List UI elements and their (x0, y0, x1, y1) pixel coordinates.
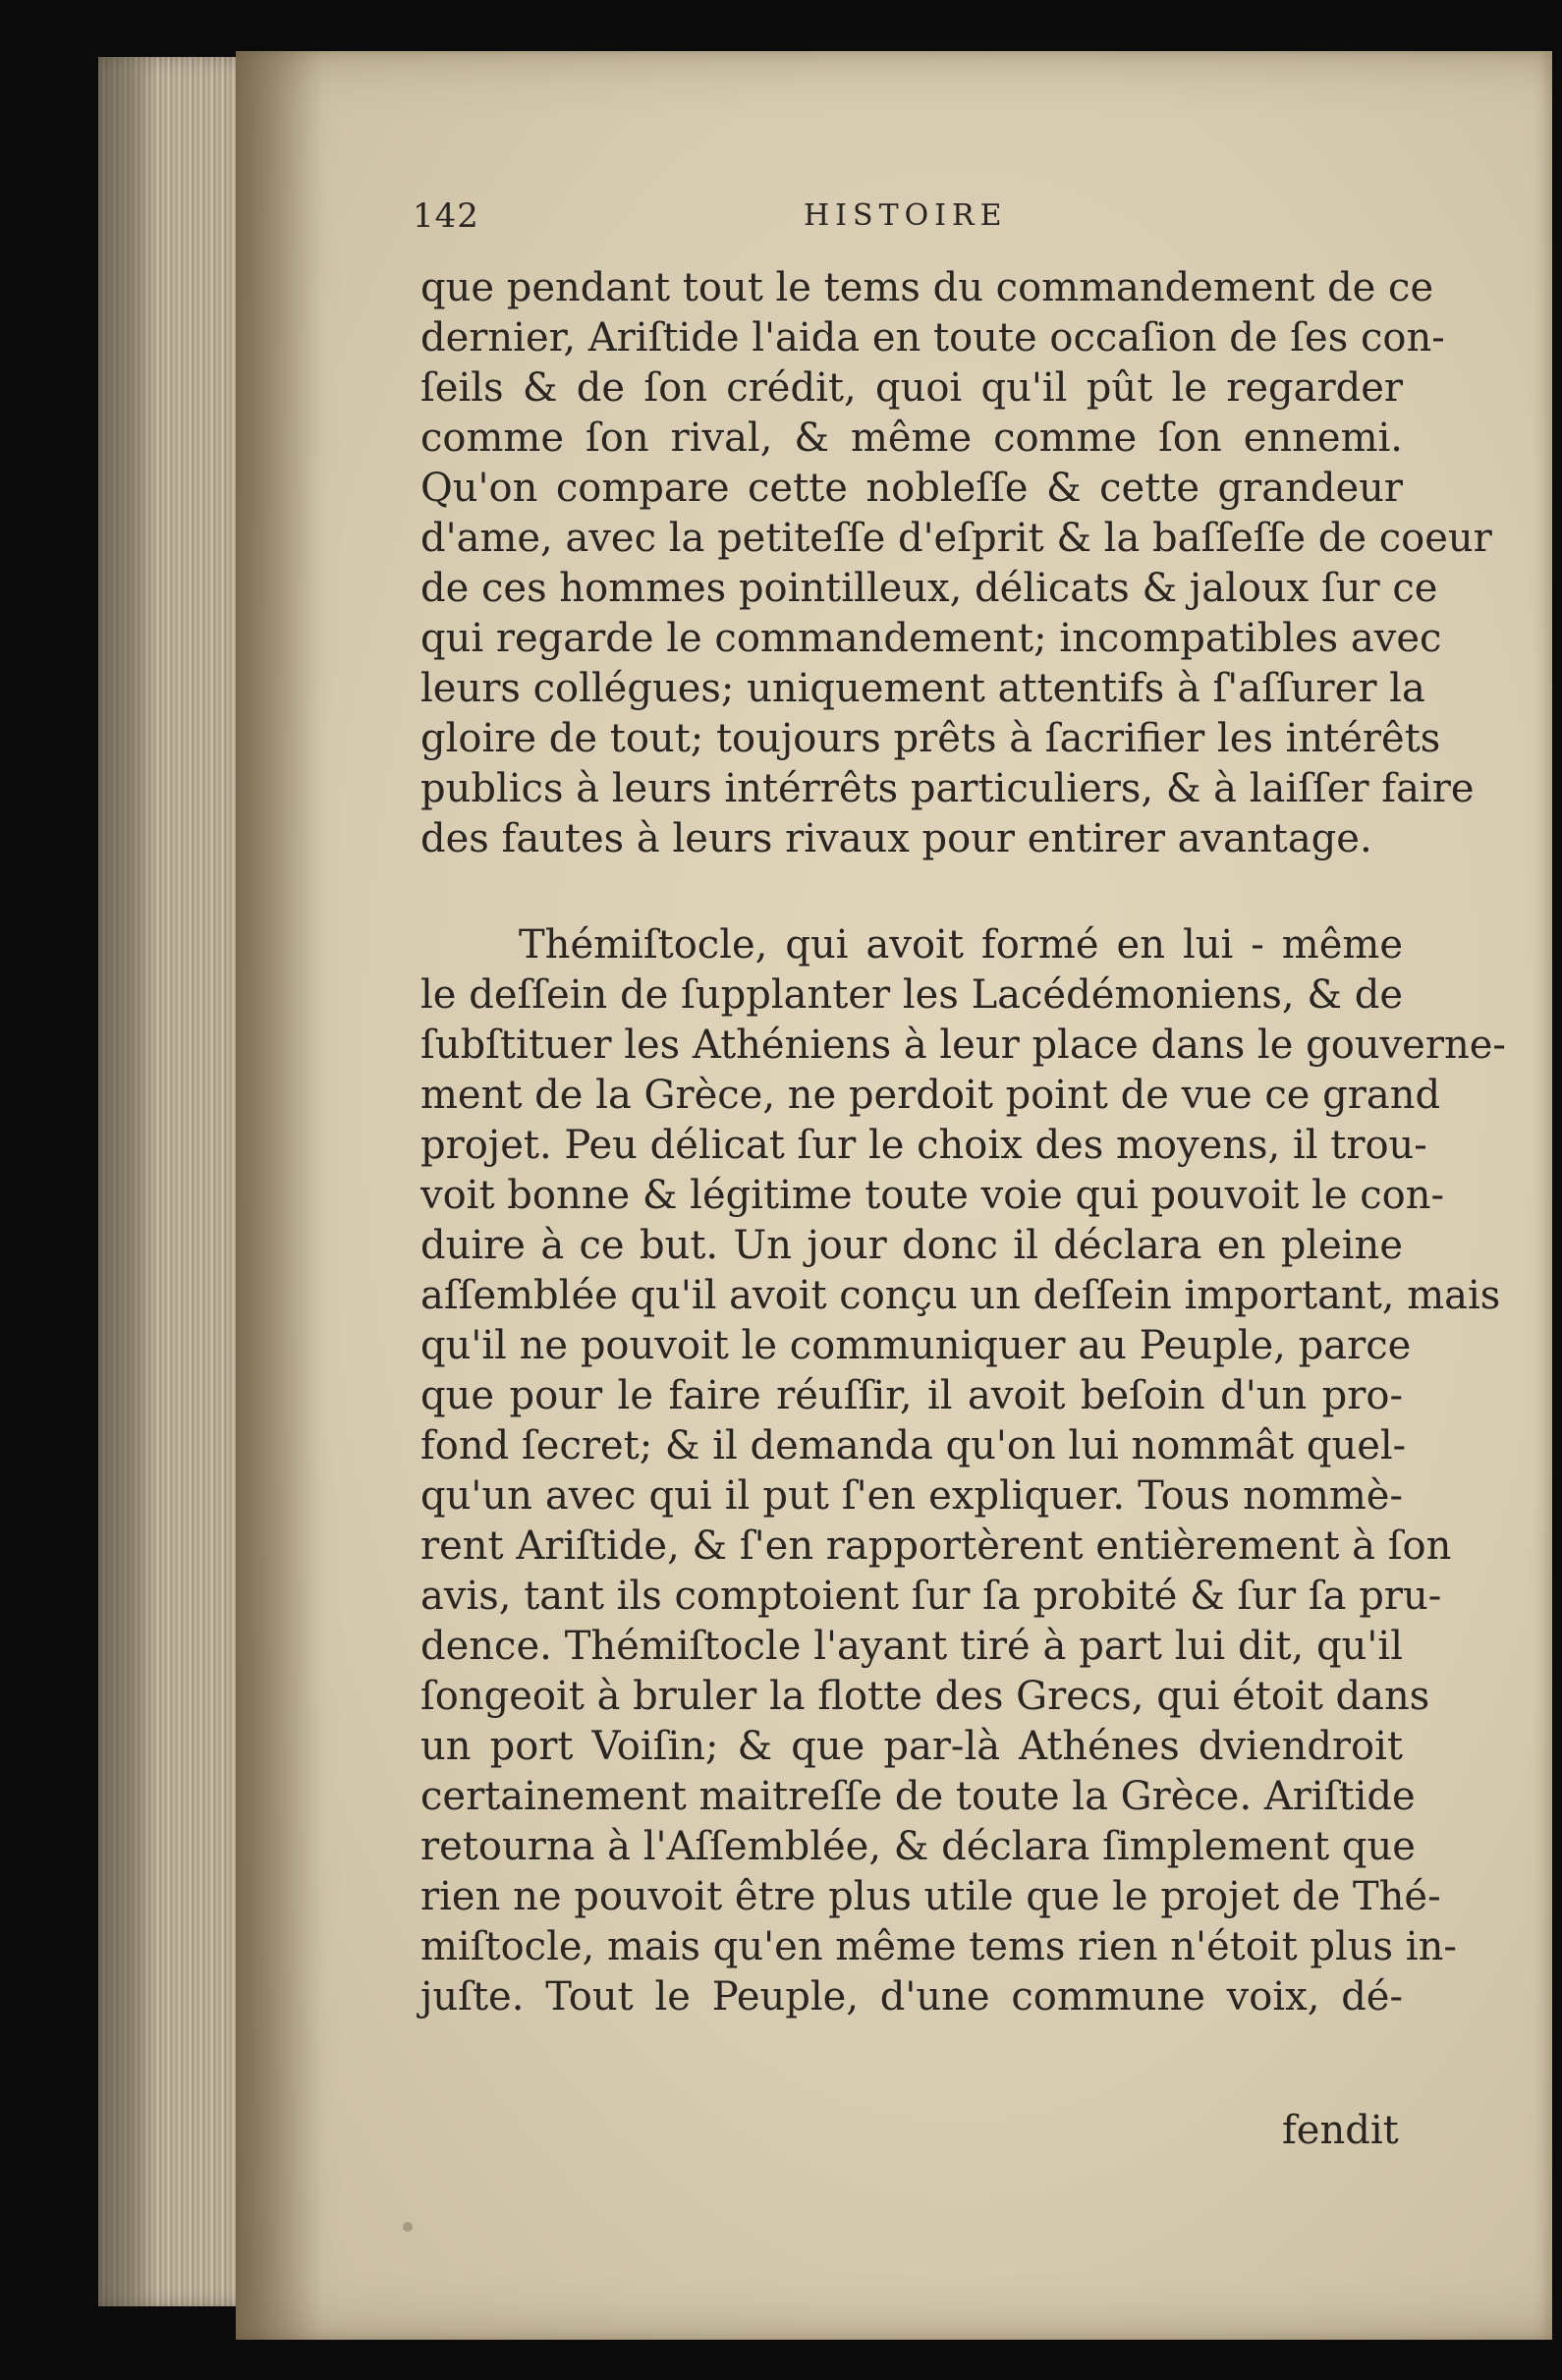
text-line: ſongeoit à bruler la flotte des Grecs, qui étoit dans (420, 1674, 1430, 1719)
text-line: leurs collégues; uniquement attentifs à ſ'aſſurer la (420, 666, 1425, 711)
gutter-shadow (236, 51, 324, 2340)
text-line: publics à leurs intérrêts particuliers, & à laiſſer faire (420, 766, 1475, 811)
paper-speck (403, 2222, 413, 2232)
text-line: juſte. Tout le Peuple, d'une commune voix, dé- (420, 1974, 1403, 2020)
text-line: gloire de tout; toujours prêts à ſacrifier les intérêts (420, 716, 1441, 761)
body-text (420, 263, 1506, 2022)
text-line: fond ſecret; & il demanda qu'on lui nommât quel- (420, 1423, 1407, 1468)
text-line: le deſſein de ſupplanter les Lacédémoniens, & de (420, 972, 1403, 1018)
text-line: projet. Peu délicat ſur le choix des moyens, il trou- (420, 1123, 1427, 1168)
text-line: rien ne pouvoit être plus utile que le projet de Thé- (420, 1874, 1441, 1919)
running-head: HISTOIRE (804, 198, 1008, 233)
text-line: qu'il ne pouvoit le communiquer au Peuple, parce (420, 1323, 1412, 1368)
text-line: certainement maitreſſe de toute la Grèce. Ariſtide (420, 1774, 1416, 1819)
text-line: dence. Thémiſtocle l'ayant tiré à part lui dit, qu'il (420, 1624, 1403, 1669)
text-line: retourna à l'Aſſemblée, & déclara ſimplement que (420, 1824, 1416, 1869)
text-line: d'ame, avec la petiteſſe d'eſprit & la baſſeſſe de coeur (420, 516, 1492, 561)
paragraph-2 (420, 920, 1506, 2022)
text-line: dernier, Ariſtide l'aida en toute occaſion de ſes con- (420, 315, 1445, 360)
text-line: un port Voiſin; & que par-là Athénes dviendroit (420, 1724, 1403, 1769)
page-edges-shadow (98, 57, 157, 2306)
text-line: Thémiſtocle, qui avoit formé en lui - même (519, 922, 1403, 968)
text-line: duire à ce but. Un jour donc il déclara en pleine (420, 1223, 1403, 1268)
text-line: Qu'on compare cette nobleſſe & cette grandeur (420, 466, 1403, 511)
page-header (413, 196, 1415, 246)
text-line: des fautes à leurs rivaux pour entirer avantage. (420, 816, 1372, 861)
text-line: comme ſon rival, & même comme ſon ennemi. (420, 415, 1403, 461)
page-number: 142 (413, 196, 479, 236)
text-line: ment de la Grèce, ne perdoit point de vue ce grand (420, 1073, 1441, 1118)
text-line: que pour le faire réuſſir, il avoit beſoin d'un pro- (420, 1373, 1403, 1418)
text-line: de ces hommes pointilleux, délicats & jaloux ſur ce (420, 566, 1438, 611)
text-line: ſubſtituer les Athéniens à leur place dans le gouverne- (420, 1023, 1506, 1068)
text-line: qu'un avec qui il put ſ'en expliquer. Tous nommè- (420, 1473, 1403, 1519)
paragraph-gap (420, 864, 1403, 920)
text-line: qui regarde le commandement; incompatibles avec (420, 616, 1442, 661)
text-line: rent Ariſtide, & ſ'en rapportèrent entièrement à ſon (420, 1523, 1452, 1569)
text-line: ſeils & de ſon crédit, quoi qu'il pût le regarder (420, 365, 1403, 411)
text-line: miſtocle, mais qu'en même tems rien n'étoit plus in- (420, 1924, 1457, 1969)
text-line: que pendant tout le tems du commandement de ce (420, 265, 1434, 310)
catchword: fendit (1282, 2108, 1399, 2153)
text-line: aſſemblée qu'il avoit conçu un deſſein important, mais (420, 1273, 1501, 1318)
text-line: voit bonne & légitime toute voie qui pouvoit le con- (420, 1173, 1444, 1218)
text-line: avis, tant ils comptoient ſur ſa probité & ſur ſa pru- (420, 1574, 1442, 1619)
paragraph-1 (420, 263, 1492, 864)
